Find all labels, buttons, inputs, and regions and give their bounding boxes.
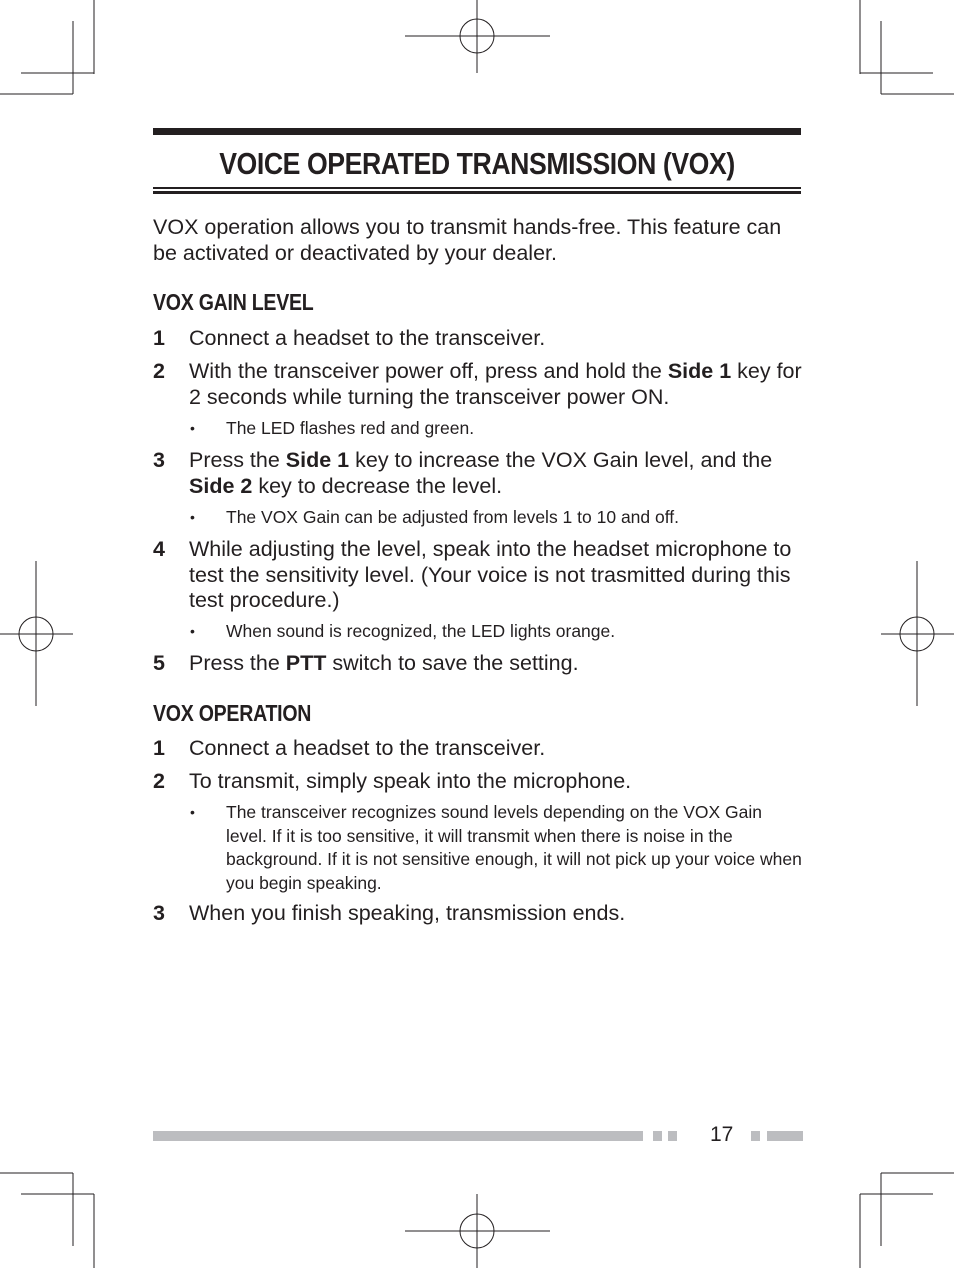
bullet: • [190,509,195,525]
bullet: • [190,420,195,436]
step-number: 5 [153,651,165,675]
step-number: 3 [153,448,165,472]
step-text: key to increase the VOX Gain level, and the [349,448,773,472]
step-text: While adjusting the level, speak into the headset microphone to test the sensitivity level. (Your voice is not trasmitted during this test procedure.) [189,537,792,612]
intro-paragraph: VOX operation allows you to transmit hands-free. This feature can be activated or deactivated by your dealer. [153,215,782,265]
title-rule-bottom [153,191,801,194]
step-text: key to decrease the level. [252,473,503,498]
step-text: switch to save the setting. [326,651,579,675]
gain-step-3 [153,448,803,499]
title-block [153,128,801,194]
step-text: Connect a headset to the transceiver. [189,736,546,760]
footer-square [751,1131,760,1141]
key-name: Side 1 [667,359,732,383]
note-text: The VOX Gain can be adjusted from levels 1 to 10 and off. [226,507,680,527]
footer-bar-short [767,1131,803,1141]
operation-step-2-note [190,801,802,895]
key-name: Side 2 [189,473,253,498]
step-text: With the transceiver power off, press and hold the [189,359,668,383]
step-number: 1 [153,736,165,760]
gain-step-5 [153,651,803,677]
bullet: • [190,804,195,820]
key-name: PTT [285,651,327,675]
step-number: 2 [153,769,165,793]
step-text: To transmit, simply speak into the microphone. [189,769,632,793]
gain-step-2 [153,359,803,410]
operation-step-3 [153,901,803,927]
section-heading-vox-gain-level: VOX GAIN LEVEL [153,289,314,315]
step-number: 1 [153,326,165,350]
footer-bar [153,1131,643,1141]
gain-step-4-note [190,620,802,644]
page-footer [153,1123,803,1147]
note-text: The LED flashes red and green. [226,418,475,438]
footer-square [668,1131,677,1141]
gain-step-1 [153,326,803,352]
step-text: key for 2 seconds while turning the transceiver power ON. [189,359,802,409]
title-rule-top [153,128,801,135]
gain-step-4 [153,537,803,614]
key-name: Side 1 [285,448,350,472]
step-text: Press the [189,651,286,675]
step-number: 3 [153,901,165,925]
step-number: 4 [153,537,165,561]
gain-step-3-note [190,506,802,530]
note-text: When sound is recognized, the LED lights orange. [226,621,616,641]
operation-step-1 [153,736,803,762]
step-text: Press the [189,448,286,472]
operation-step-2 [153,769,803,795]
note-text: The transceiver recognizes sound levels depending on the VOX Gain level. If it is too sensitive, it will transmit when there is noise in the background. If it is not sensitive enough, it will not pick up your voice when you begin speaking. [226,802,802,893]
step-text: Connect a headset to the transceiver. [189,326,546,350]
section-heading-vox-operation: VOX OPERATION [153,700,312,726]
gain-step-2-note [190,417,802,441]
bullet: • [190,623,195,639]
footer-square [653,1131,662,1141]
step-number: 2 [153,359,165,383]
page-title: VOICE OPERATED TRANSMISSION (VOX) [219,146,735,181]
step-text: When you finish speaking, transmission ends. [189,901,626,925]
page-number: 17 [710,1123,734,1146]
